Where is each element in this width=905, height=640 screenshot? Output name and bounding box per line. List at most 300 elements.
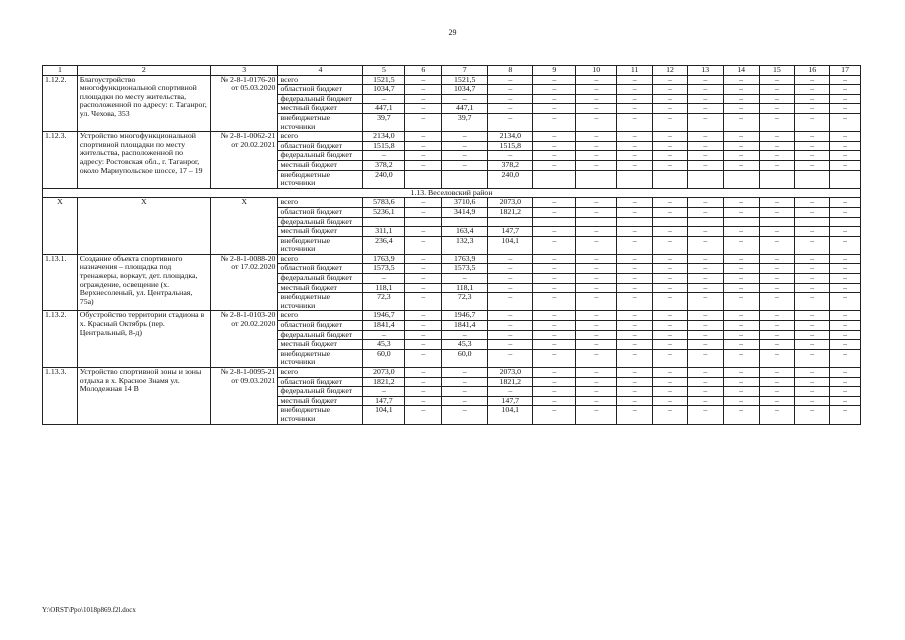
amount-cell: – [576, 330, 617, 340]
amount-cell: – [533, 311, 576, 321]
amount-cell: 1821,2 [363, 377, 405, 387]
amount-cell [617, 170, 653, 188]
amount-cell: – [687, 207, 723, 217]
amount-cell: – [488, 321, 533, 331]
amount-cell: – [795, 207, 830, 217]
amount-cell: – [795, 321, 830, 331]
amount-cell: 1034,7 [442, 85, 488, 95]
amount-cell: – [830, 368, 861, 378]
section-row [43, 188, 861, 198]
amount-cell: – [759, 349, 795, 367]
funding-source-cell: областной бюджет [278, 141, 363, 151]
amount-cell: 104,1 [488, 406, 533, 424]
amount-cell: – [830, 264, 861, 274]
amount-cell: – [576, 406, 617, 424]
amount-cell: – [533, 396, 576, 406]
amount-cell: – [576, 94, 617, 104]
amount-cell: – [795, 283, 830, 293]
amount-cell: – [617, 311, 653, 321]
funding-source-cell: внебюджетные источники [278, 170, 363, 188]
amount-cell: – [653, 141, 688, 151]
amount-cell: – [795, 151, 830, 161]
amount-cell: – [617, 132, 653, 142]
amount-cell: 2073,0 [363, 368, 405, 378]
amount-cell: – [405, 207, 442, 217]
amount-cell: – [617, 207, 653, 217]
amount-cell: – [488, 94, 533, 104]
column-number-cell: 10 [576, 66, 617, 76]
amount-cell: – [653, 207, 688, 217]
amount-cell: – [617, 227, 653, 237]
amount-cell: – [723, 377, 759, 387]
amount-cell: 104,1 [363, 406, 405, 424]
amount-cell: – [723, 132, 759, 142]
amount-cell: – [723, 311, 759, 321]
amount-cell: – [759, 236, 795, 254]
amount-cell: – [830, 293, 861, 311]
amount-cell: – [795, 85, 830, 95]
amount-cell: – [653, 368, 688, 378]
amount-cell [617, 217, 653, 227]
amount-cell: – [533, 160, 576, 170]
amount-cell: – [723, 349, 759, 367]
amount-cell: – [830, 349, 861, 367]
amount-cell: – [795, 349, 830, 367]
amount-cell: – [723, 85, 759, 95]
amount-cell: – [617, 151, 653, 161]
amount-cell: – [687, 160, 723, 170]
amount-cell: – [576, 264, 617, 274]
amount-cell: – [830, 104, 861, 114]
amount-cell: – [617, 254, 653, 264]
amount-cell: – [442, 141, 488, 151]
amount-cell: – [830, 330, 861, 340]
column-number-cell: 9 [533, 66, 576, 76]
amount-cell [442, 170, 488, 188]
amount-cell: – [533, 406, 576, 424]
amount-cell: 163,4 [442, 227, 488, 237]
amount-cell: – [405, 293, 442, 311]
amount-cell [830, 217, 861, 227]
funding-source-cell: федеральный бюджет [278, 94, 363, 104]
amount-cell: – [687, 264, 723, 274]
amount-cell: – [687, 340, 723, 350]
amount-cell: – [687, 311, 723, 321]
amount-cell: – [488, 113, 533, 131]
table-row [43, 75, 861, 85]
column-number-cell: 5 [363, 66, 405, 76]
amount-cell [653, 170, 688, 188]
amount-cell: – [830, 274, 861, 284]
amount-cell: – [687, 330, 723, 340]
amount-cell: – [687, 141, 723, 151]
amount-cell: – [617, 368, 653, 378]
amount-cell: – [442, 406, 488, 424]
amount-cell: – [759, 85, 795, 95]
funding-source-cell: всего [278, 254, 363, 264]
amount-cell: – [405, 254, 442, 264]
amount-cell: 447,1 [363, 104, 405, 114]
amount-cell: – [759, 207, 795, 217]
document-number-cell: № 2-8-1-0062-21 от 20.02.2021 [210, 132, 278, 189]
amount-cell: – [442, 387, 488, 397]
amount-cell: – [687, 368, 723, 378]
row-number-cell: 1.13.3. [43, 368, 78, 425]
amount-cell: – [576, 104, 617, 114]
amount-cell: – [617, 321, 653, 331]
amount-cell: – [617, 293, 653, 311]
amount-cell: – [723, 151, 759, 161]
amount-cell: 147,7 [488, 396, 533, 406]
funding-source-cell: всего [278, 198, 363, 208]
amount-cell: – [576, 311, 617, 321]
column-number-cell: 11 [617, 66, 653, 76]
amount-cell: – [405, 141, 442, 151]
amount-cell: 240,0 [488, 170, 533, 188]
amount-cell: – [759, 387, 795, 397]
amount-cell: – [723, 264, 759, 274]
amount-cell: – [363, 151, 405, 161]
amount-cell: 1573,5 [363, 264, 405, 274]
amount-cell: – [723, 396, 759, 406]
amount-cell: – [653, 406, 688, 424]
amount-cell: 1763,9 [363, 254, 405, 264]
amount-cell [363, 217, 405, 227]
amount-cell: – [723, 330, 759, 340]
amount-cell: – [405, 132, 442, 142]
amount-cell: – [795, 132, 830, 142]
column-number-cell: 7 [442, 66, 488, 76]
amount-cell: – [723, 75, 759, 85]
amount-cell: – [617, 75, 653, 85]
amount-cell: – [533, 274, 576, 284]
amount-cell [488, 217, 533, 227]
column-number-cell: 14 [723, 66, 759, 76]
amount-cell: – [442, 330, 488, 340]
amount-cell: – [442, 132, 488, 142]
amount-cell: – [759, 264, 795, 274]
amount-cell: – [442, 377, 488, 387]
amount-cell: – [576, 349, 617, 367]
amount-cell: – [533, 377, 576, 387]
amount-cell [795, 217, 830, 227]
funding-source-cell: местный бюджет [278, 160, 363, 170]
amount-cell: – [687, 198, 723, 208]
amount-cell: – [653, 274, 688, 284]
amount-cell: – [488, 85, 533, 95]
amount-cell: – [576, 198, 617, 208]
amount-cell: – [759, 311, 795, 321]
amount-cell: – [687, 104, 723, 114]
amount-cell: – [830, 340, 861, 350]
column-number-cell: 13 [687, 66, 723, 76]
amount-cell: – [617, 198, 653, 208]
amount-cell: – [759, 283, 795, 293]
amount-cell: 45,3 [363, 340, 405, 350]
amount-cell: 39,7 [442, 113, 488, 131]
funding-source-cell: местный бюджет [278, 283, 363, 293]
amount-cell: – [533, 104, 576, 114]
amount-cell: – [653, 85, 688, 95]
amount-cell: – [830, 75, 861, 85]
amount-cell: – [795, 293, 830, 311]
table-row [43, 132, 861, 142]
amount-cell: – [687, 94, 723, 104]
funding-source-cell: всего [278, 132, 363, 142]
amount-cell: – [405, 349, 442, 367]
amount-cell: – [488, 264, 533, 274]
amount-cell: – [723, 406, 759, 424]
amount-cell: – [405, 321, 442, 331]
column-number-cell: 8 [488, 66, 533, 76]
amount-cell: – [759, 113, 795, 131]
amount-cell: 118,1 [442, 283, 488, 293]
amount-cell: 2134,0 [363, 132, 405, 142]
funding-source-cell: всего [278, 368, 363, 378]
amount-cell: 72,3 [363, 293, 405, 311]
amount-cell [759, 170, 795, 188]
amount-cell: – [723, 104, 759, 114]
header-row [43, 66, 861, 76]
amount-cell: – [830, 151, 861, 161]
amount-cell: – [723, 236, 759, 254]
amount-cell: – [795, 236, 830, 254]
amount-cell: – [830, 132, 861, 142]
amount-cell: 5236,1 [363, 207, 405, 217]
amount-cell: – [687, 227, 723, 237]
amount-cell [576, 170, 617, 188]
amount-cell: – [533, 141, 576, 151]
amount-cell: – [830, 198, 861, 208]
amount-cell: – [830, 85, 861, 95]
column-number-cell: 3 [210, 66, 278, 76]
amount-cell [687, 170, 723, 188]
amount-cell: – [759, 254, 795, 264]
amount-cell: 3414,9 [442, 207, 488, 217]
amount-cell [653, 217, 688, 227]
amount-cell: – [653, 340, 688, 350]
amount-cell: – [405, 406, 442, 424]
amount-cell: – [653, 377, 688, 387]
amount-cell: 118,1 [363, 283, 405, 293]
column-number-cell: 4 [278, 66, 363, 76]
amount-cell: 1946,7 [442, 311, 488, 321]
amount-cell: – [405, 330, 442, 340]
amount-cell: – [759, 293, 795, 311]
amount-cell: – [405, 85, 442, 95]
amount-cell: – [830, 321, 861, 331]
column-number-cell: 1 [43, 66, 78, 76]
amount-cell: – [830, 387, 861, 397]
amount-cell: – [533, 85, 576, 95]
amount-cell: – [759, 274, 795, 284]
amount-cell: – [759, 340, 795, 350]
amount-cell: – [723, 321, 759, 331]
amount-cell: – [830, 406, 861, 424]
amount-cell: – [533, 368, 576, 378]
row-number-cell: Х [43, 198, 78, 255]
funding-source-cell: федеральный бюджет [278, 217, 363, 227]
amount-cell: – [653, 227, 688, 237]
amount-cell: – [576, 340, 617, 350]
amount-cell: – [405, 227, 442, 237]
object-name-cell: Устройство спортивной зоны и зоны отдыха в х. Красное Знамя ул. Молодежная 14 В [77, 368, 210, 425]
amount-cell: – [653, 198, 688, 208]
amount-cell: 1515,8 [488, 141, 533, 151]
amount-cell: – [723, 387, 759, 397]
amount-cell: – [759, 75, 795, 85]
column-number-cell: 15 [759, 66, 795, 76]
amount-cell: – [617, 406, 653, 424]
amount-cell: – [687, 387, 723, 397]
amount-cell: – [617, 85, 653, 95]
amount-cell: – [795, 227, 830, 237]
funding-source-cell: внебюджетные источники [278, 406, 363, 424]
amount-cell: – [759, 227, 795, 237]
amount-cell: – [653, 311, 688, 321]
table-row [43, 254, 861, 264]
funding-source-cell: областной бюджет [278, 264, 363, 274]
object-name-cell: Создание объекта спортивного назначения – площадка под тренажеры, воркаут, дет. площадка, ограждение, освещение (х. Верхнесоленый, ул. Центральная, 75а) [77, 254, 210, 311]
amount-cell: – [533, 254, 576, 264]
amount-cell: – [488, 349, 533, 367]
amount-cell: – [830, 141, 861, 151]
funding-source-cell: федеральный бюджет [278, 387, 363, 397]
amount-cell: – [405, 264, 442, 274]
funding-source-cell: местный бюджет [278, 340, 363, 350]
amount-cell: – [405, 104, 442, 114]
amount-cell: – [795, 311, 830, 321]
column-number-cell: 6 [405, 66, 442, 76]
amount-cell: – [576, 236, 617, 254]
amount-cell: 1841,4 [442, 321, 488, 331]
amount-cell: – [687, 274, 723, 284]
amount-cell: – [653, 330, 688, 340]
amount-cell: – [795, 160, 830, 170]
amount-cell: – [830, 254, 861, 264]
amount-cell: – [617, 236, 653, 254]
object-name-cell: Благоустройство многофункциональной спортивной площадки по месту жительства, расположенной по адресу: г. Таганрог, ул. Чехова, 353 [77, 75, 210, 132]
amount-cell: – [405, 236, 442, 254]
amount-cell: – [405, 274, 442, 284]
amount-cell: – [533, 75, 576, 85]
amount-cell: – [653, 387, 688, 397]
amount-cell: – [795, 113, 830, 131]
amount-cell: – [617, 396, 653, 406]
amount-cell: – [795, 274, 830, 284]
amount-cell: – [533, 283, 576, 293]
document-number-cell: № 2-8-1-0176-20 от 05.03.2020 [210, 75, 278, 132]
amount-cell: 1946,7 [363, 311, 405, 321]
amount-cell: – [488, 340, 533, 350]
amount-cell: – [533, 151, 576, 161]
amount-cell: – [653, 293, 688, 311]
amount-cell: – [576, 207, 617, 217]
amount-cell: – [795, 406, 830, 424]
footer-file-path: Y:\ORST\Ppo\1018p869.f2l.docx [42, 606, 136, 614]
amount-cell: 236,4 [363, 236, 405, 254]
amount-cell: – [687, 151, 723, 161]
amount-cell: – [405, 368, 442, 378]
amount-cell: – [617, 94, 653, 104]
amount-cell: – [405, 340, 442, 350]
funding-source-cell: внебюджетные источники [278, 349, 363, 367]
table-row [43, 368, 861, 378]
amount-cell: 240,0 [363, 170, 405, 188]
amount-cell: – [653, 236, 688, 254]
amount-cell: 147,7 [488, 227, 533, 237]
amount-cell: – [363, 387, 405, 397]
funding-source-cell: местный бюджет [278, 396, 363, 406]
funding-source-cell: всего [278, 311, 363, 321]
amount-cell: – [723, 340, 759, 350]
amount-cell: – [653, 151, 688, 161]
amount-cell: – [723, 113, 759, 131]
amount-cell: – [488, 293, 533, 311]
column-number-cell: 16 [795, 66, 830, 76]
amount-cell: – [759, 406, 795, 424]
row-number-cell: 1.13.2. [43, 311, 78, 368]
amount-cell: – [533, 236, 576, 254]
amount-cell: – [653, 113, 688, 131]
amount-cell: – [759, 160, 795, 170]
amount-cell: 60,0 [363, 349, 405, 367]
amount-cell: – [795, 340, 830, 350]
amount-cell: – [653, 283, 688, 293]
amount-cell: – [795, 396, 830, 406]
amount-cell: – [533, 293, 576, 311]
amount-cell: 1034,7 [363, 85, 405, 95]
document-number-cell: Х [210, 198, 278, 255]
amount-cell: – [830, 396, 861, 406]
amount-cell: – [759, 377, 795, 387]
column-number-cell: 2 [77, 66, 210, 76]
amount-cell: – [759, 141, 795, 151]
amount-cell: – [830, 207, 861, 217]
amount-cell: – [488, 274, 533, 284]
table-row [43, 311, 861, 321]
amount-cell: 1521,5 [363, 75, 405, 85]
amount-cell: – [576, 396, 617, 406]
amount-cell: 3710,6 [442, 198, 488, 208]
amount-cell: – [617, 113, 653, 131]
amount-cell: 60,0 [442, 349, 488, 367]
amount-cell: – [653, 349, 688, 367]
budget-table [42, 65, 861, 425]
funding-source-cell: областной бюджет [278, 207, 363, 217]
amount-cell: – [576, 151, 617, 161]
amount-cell: 2073,0 [488, 198, 533, 208]
amount-cell: – [795, 330, 830, 340]
column-number-cell: 17 [830, 66, 861, 76]
amount-cell: – [576, 75, 617, 85]
funding-source-cell: местный бюджет [278, 227, 363, 237]
amount-cell: – [653, 254, 688, 264]
amount-cell: – [576, 254, 617, 264]
amount-cell: 2073,0 [488, 368, 533, 378]
amount-cell: – [488, 387, 533, 397]
amount-cell: – [576, 377, 617, 387]
amount-cell: – [795, 368, 830, 378]
amount-cell: – [687, 75, 723, 85]
amount-cell: – [830, 311, 861, 321]
amount-cell: – [687, 283, 723, 293]
amount-cell: – [617, 340, 653, 350]
amount-cell [533, 170, 576, 188]
amount-cell: – [653, 132, 688, 142]
amount-cell: – [795, 104, 830, 114]
object-name-cell: Устройство многофункциональной спортивной площадки по месту жительства, расположенной по адресу: Ростовская обл., г. Таганрог, около Мариупольское шоссе, 17 – 19 [77, 132, 210, 189]
